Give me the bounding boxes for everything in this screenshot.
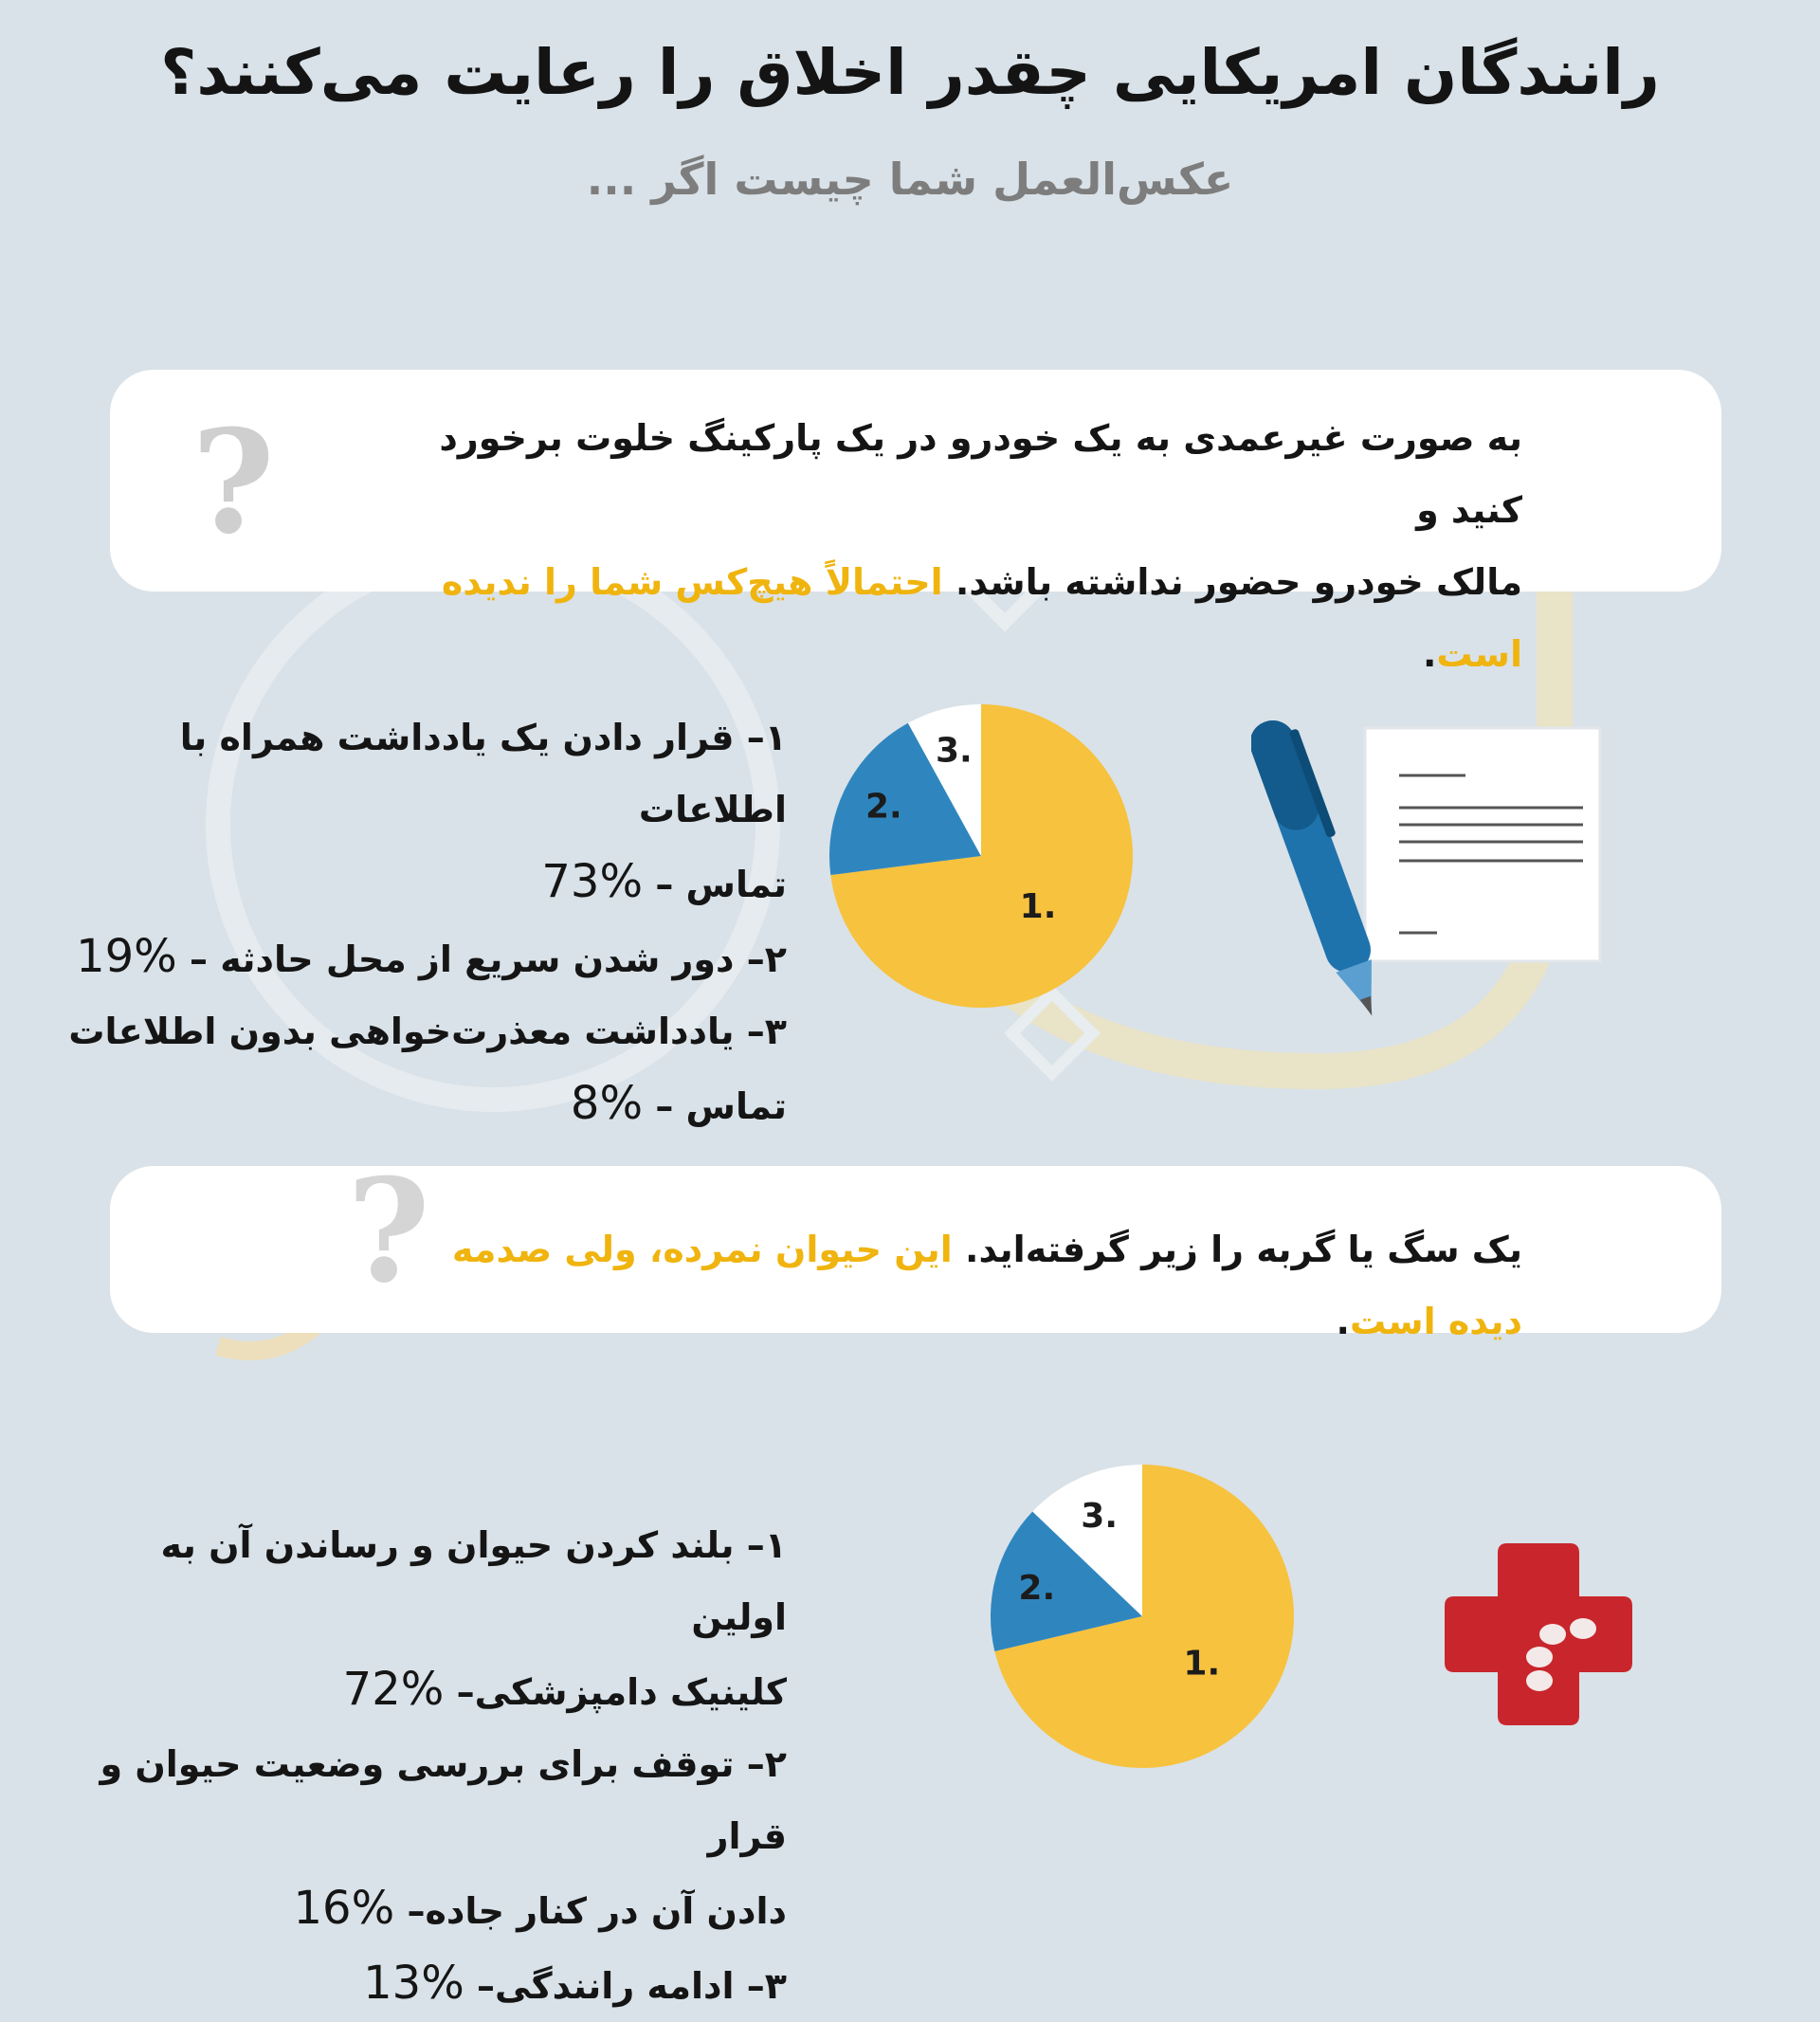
answer-percent: 19% [76, 930, 177, 983]
scenario-2-line-1-end: . [1336, 1301, 1350, 1342]
answer-number: ۱ [764, 1524, 787, 1566]
pie-2-label-2: 2. [1018, 1568, 1056, 1608]
answer-percent: 72% [342, 1663, 445, 1716]
answer-number: ۳ [764, 1011, 787, 1052]
vet-cross-paw-icon [1441, 1534, 1640, 1733]
scenario-1-question [385, 402, 1522, 690]
answer-percent: 13% [363, 1957, 464, 2010]
answer-item: ۱– بلند کردن حیوان و رساندن آن به اولین کلینیک دامپزشکی– 72% [57, 1509, 787, 1728]
scenario-1-line-2 [385, 546, 1522, 690]
answer-text: یادداشت معذرت‌خواهی بدون اطلاعات [68, 1011, 735, 1052]
answer-text: بلند کردن حیوان و رساندن آن به اولین [160, 1524, 787, 1638]
answer-text: تماس – [655, 1085, 787, 1127]
question-mark-icon: ? [191, 399, 275, 566]
pie-2-label-1: 1. [1183, 1644, 1221, 1684]
answer-percent: 73% [541, 855, 644, 908]
scenario-2-question [385, 1213, 1522, 1357]
pie-chart-1 [825, 700, 1138, 1012]
pie-chart-2 [986, 1460, 1299, 1773]
answer-text: تماس – [655, 864, 787, 905]
scenario-1-answers [57, 701, 787, 1142]
scenario-2-line-1 [385, 1213, 1522, 1357]
page-title: رانندگان امریکایی چقدر اخلاق را رعایت می‌کنند؟ [160, 36, 1660, 109]
scenario-1-card [110, 370, 1721, 675]
scenario-1-line-2-end: . [1422, 633, 1437, 675]
answer-percent: 16% [293, 1882, 395, 1935]
answer-number: ۳ [764, 1965, 787, 2007]
pie-1-label-1: 1. [1019, 886, 1057, 926]
answer-number: ۲ [764, 1743, 787, 1785]
answer-percent: 8% [570, 1077, 644, 1130]
answer-text: ادامه رانندگی– [477, 1965, 735, 2007]
pie-1-label-2: 2. [864, 787, 902, 827]
answer-item: ۱– قرار دادن یک یادداشت همراه با اطلاعات تماس – 73% [57, 701, 787, 920]
pie-1-label-3: 3. [935, 731, 973, 771]
answer-item: ۳– ادامه رانندگی– 13% [57, 1947, 787, 2022]
page-subtitle: عکس‌العمل شما چیست اگر ... [586, 154, 1234, 205]
answer-text: دور شدن سریع از محل حادثه – [189, 938, 735, 980]
question-mark-icon: ? [347, 1148, 430, 1315]
answer-text: قرار دادن یک یادداشت همراه با اطلاعات [179, 717, 787, 830]
answer-number: ۱ [764, 717, 787, 758]
scenario-2-highlight: این حیوان نمرده، ولی صدمه دیده است [451, 1229, 1522, 1342]
answer-item: ۲– دور شدن سریع از محل حادثه – 19% [57, 920, 787, 995]
pen-and-paper-icon [1251, 701, 1611, 1043]
scenario-2-answers [57, 1509, 787, 2022]
scenario-2-card [110, 1148, 1721, 1342]
answer-text: دادن آن در کنار جاده– [407, 1890, 787, 1932]
scenario-2-line-1-text: یک سگ یا گربه را زیر گرفته‌اید. [952, 1229, 1522, 1270]
pie-2-label-3: 3. [1081, 1497, 1119, 1537]
answer-number: ۲ [764, 938, 787, 980]
answer-text: کلینیک دامپزشکی– [456, 1671, 787, 1713]
scenario-1-line-2-text: مالک خودرو حضور نداشته باشد. [942, 561, 1522, 603]
answer-item: ۳– یادداشت معذرت‌خواهی بدون اطلاعات تماس – 8% [57, 995, 787, 1142]
answer-item: ۲– توقف برای بررسی وضعیت حیوان و قرار دادن آن در کنار جاده– 16% [57, 1728, 787, 1947]
scenario-1-line-1: به صورت غیرعمدی به یک خودرو در یک پارکینگ خلوت برخورد کنید و [439, 417, 1522, 531]
answer-text: توقف برای بررسی وضعیت حیوان و قرار [100, 1743, 787, 1857]
scenario-1-highlight: احتمالاً هیچ‌کس شما را ندیده است [441, 561, 1522, 675]
